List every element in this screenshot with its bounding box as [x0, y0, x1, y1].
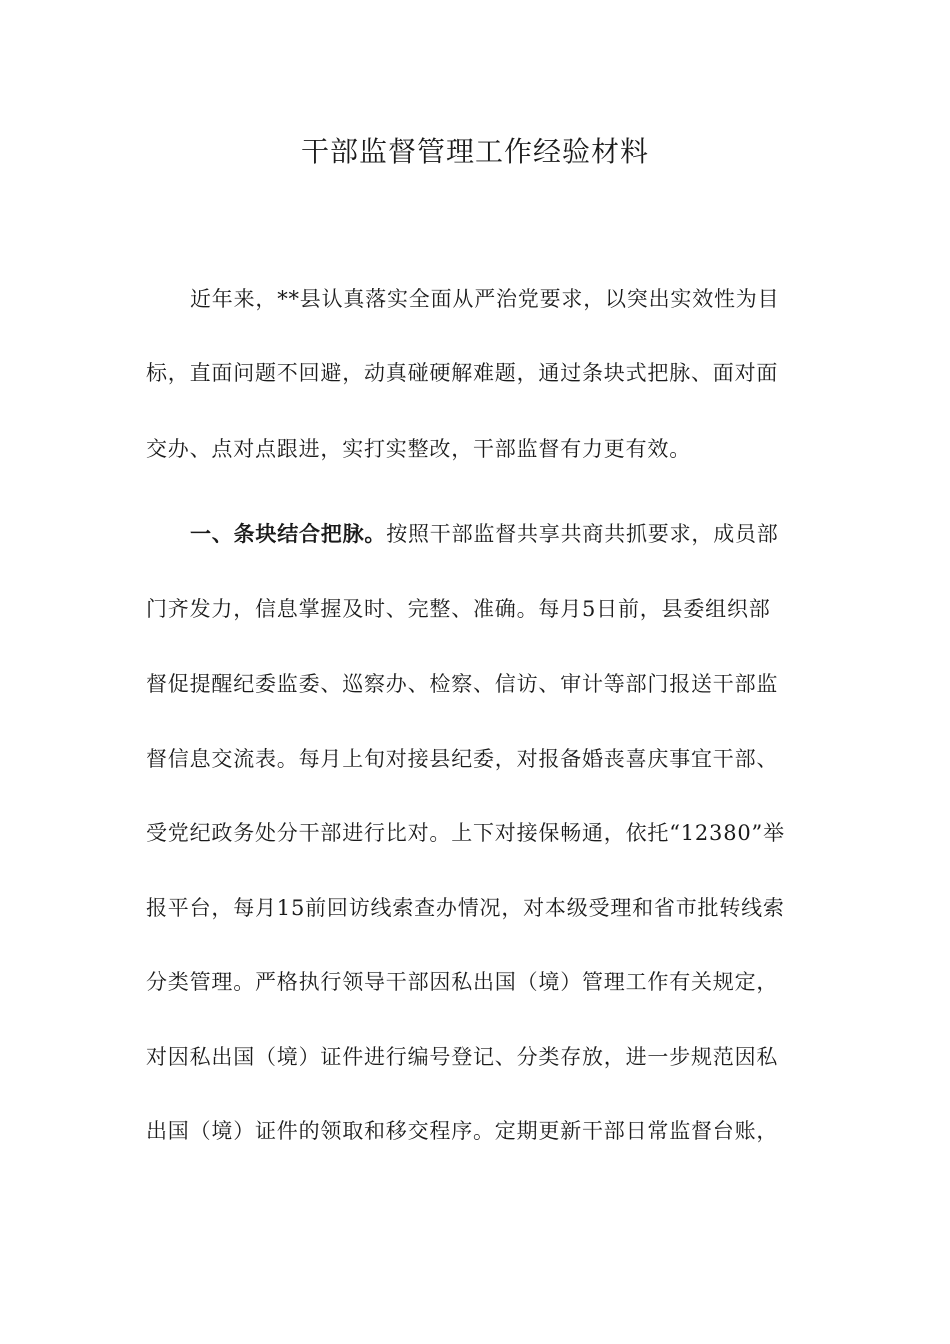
paragraph-2-line-1 [190, 519, 806, 549]
paragraph-2-line-8: 对因私出国（境）证件进行编号登记、分类存放，进一步规范因私 [146, 1045, 779, 1069]
paragraph-1-line-3: 交办、点对点跟进，实打实整改，干部监督有力更有效。 [146, 437, 691, 461]
paragraph-2-line-5: 受党纪政务处分干部进行比对。上下对接保畅通，依托“12380”举 [146, 821, 785, 845]
paragraph-2-line-1-text: 按照干部监督共享共商共抓要求，成员部 [386, 522, 779, 546]
document-title: 干部监督管理工作经验材料 [300, 135, 649, 168]
paragraph-2-line-3: 督促提醒纪委监委、巡察办、检察、信访、审计等部门报送干部监 [146, 672, 779, 696]
section-heading: 一、条块结合把脉。 [190, 522, 387, 546]
paragraph-2-line-6: 报平台，每月15前回访线索查办情况，对本级受理和省市批转线索 [146, 896, 785, 920]
paragraph-2-line-7: 分类管理。严格执行领导干部因私出国（境）管理工作有关规定， [146, 970, 779, 994]
paragraph-1-line-2: 标，直面问题不回避，动真碰硬解难题，通过条块式把脉、面对面 [146, 361, 779, 385]
paragraph-2-line-2: 门齐发力，信息掌握及时、完整、准确。每月5日前，县委组织部 [146, 597, 771, 621]
paragraph-2-line-4: 督信息交流表。每月上旬对接县纪委，对报备婚丧喜庆事宜干部、 [146, 747, 779, 771]
paragraph-2-line-9: 出国（境）证件的领取和移交程序。定期更新干部日常监督台账， [146, 1119, 779, 1143]
paragraph-1-line-1: 近年来，**县认真落实全面从严治党要求，以突出实效性为目 [190, 287, 780, 311]
